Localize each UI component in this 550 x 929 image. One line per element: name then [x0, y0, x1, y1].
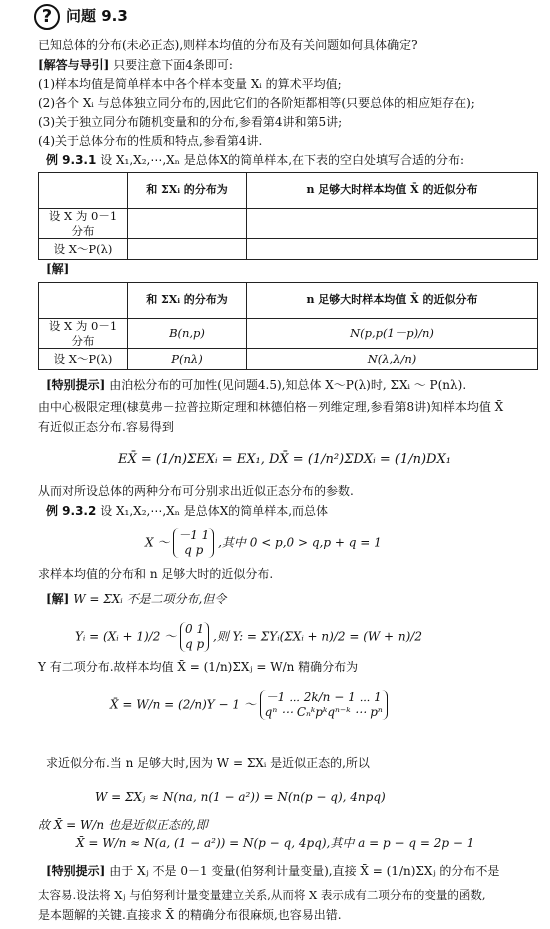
answer-cell: P(nλ): [128, 349, 247, 370]
blank-cell[interactable]: [247, 209, 538, 239]
guide-lead: 只要注意下面4条即可:: [113, 58, 233, 72]
answer-cell: B(n,p): [128, 319, 247, 349]
guide-item: (4)关于总体分布的性质和特点,参看第4讲.: [38, 134, 263, 148]
xbar-approx-formula: X̄ = W/n ≈ N(a, (1 − a²)) = N(p − q, 4pq),其中 a = p − q = 2p − 1: [76, 836, 475, 850]
solution-text: Y 有二项分布.故样本均值 X̄ = (1/n)ΣXⱼ = W/n 精确分布为: [38, 660, 359, 674]
note-2-line: [46, 864, 499, 879]
column-header: n 足够大时样本均值 X̄ 的近似分布: [247, 283, 538, 319]
row-label: 设 X～P(λ): [39, 349, 128, 370]
xbar-matrix: [260, 690, 388, 720]
formula-part: ,则 Y: = ΣYᵢ(ΣXᵢ + n)/2 = (W + n)/2: [213, 629, 422, 644]
solution-1-tag: [46, 262, 69, 277]
guide-item: (3)关于独立同分布随机变量和的分布,参看第4讲和第5讲;: [38, 115, 343, 129]
note-text: 由中心极限定理(棣莫弗－拉普拉斯定理和林德伯格－列维定理,参看第8讲)知样本均值 X̄: [38, 400, 504, 414]
note-text: 由于 Xⱼ 不是 0－1 变量(伯努利计量变量),直接 X̄ = (1/n)ΣXⱼ 的分布不是: [109, 864, 500, 878]
note-1-line: [46, 378, 466, 393]
row-label: 设 X 为 0－1 分布: [39, 209, 128, 239]
example-ask: 求样本均值的分布和 n 足够大时的近似分布.: [38, 567, 274, 581]
answer-cell: N(λ,λ/n): [247, 349, 538, 370]
note-tag: [特别提示]: [46, 864, 106, 878]
note-text: 从而对所设总体的两种分布可分别求出近似正态分布的参数.: [38, 484, 354, 498]
matrix-row: qⁿ ⋯ Cₙᵏpᵏqⁿ⁻ᵏ ⋯ pⁿ: [264, 705, 383, 719]
solution-text: W = ΣXᵢ 不是二项分布,但令: [73, 592, 227, 606]
answer-cell: N(p,p(1－p)/n): [247, 319, 538, 349]
expectation-formula: EX̄ = (1/n)ΣEXᵢ = EX₁, DX̄ = (1/n²)ΣDXᵢ = (1/n)DX₁: [118, 452, 451, 467]
w-formula: W = ΣXⱼ ≈ N(na, n(1 − a²)) = N(n(p − q), 4npq): [95, 790, 386, 804]
formula-part: X ～: [145, 535, 170, 550]
y-formula: [75, 622, 422, 652]
question-mark-icon: ?: [34, 4, 60, 30]
formula-part: Yᵢ = (Xᵢ + 1)/2 ～: [75, 629, 177, 644]
note-text: 由泊松分布的可加性(见问题4.5),知总体 X～P(λ)时, ΣXᵢ ～ P(nλ).: [109, 378, 467, 392]
note-text: 太容易.设法将 Xⱼ 与伯努利计量变量建立关系,从而将 X 表示成有二项分布的变量的函数,: [38, 888, 486, 902]
guide-tag: [解答与导引]: [38, 58, 110, 72]
page-title: 问题 9.3: [66, 7, 128, 25]
question-table: [38, 172, 538, 260]
xbar-formula: [110, 690, 388, 720]
example-text: 设 X₁,X₂,⋯,Xₙ 是总体X的简单样本,在下表的空白处填写合适的分布:: [100, 153, 465, 167]
intro-text: 已知总体的分布(未必正态),则样本均值的分布及有关问题如何具体确定?: [38, 38, 418, 52]
example-1: [46, 153, 464, 168]
guide-item: (1)样本均值是简单样本中各个样本变量 Xᵢ 的算术平均值;: [38, 77, 342, 91]
matrix-row: q p: [184, 543, 204, 557]
solution-tag: [解]: [46, 592, 70, 606]
column-header: 和 ΣXᵢ 的分布为: [128, 173, 247, 209]
formula-part: ,其中 0 < p,0 > q,p + q = 1: [218, 535, 382, 550]
formula-part: X̄ = W/n = (2/n)Y − 1 ～: [110, 697, 256, 712]
solution-text: 求近似分布.当 n 足够大时,因为 W = ΣXᵢ 是近似正态的,所以: [46, 756, 370, 770]
note-text: 有近似正态分布.容易得到: [38, 420, 174, 434]
matrix-row: 0 1: [185, 622, 205, 636]
blank-cell[interactable]: [128, 209, 247, 239]
answer-table: [38, 282, 538, 370]
table-corner: [39, 283, 128, 319]
distribution-matrix: [173, 528, 214, 558]
example-text: 设 X₁,X₂,⋯,Xₙ 是总体X的简单样本,而总体: [100, 504, 329, 518]
example-2: [46, 504, 328, 519]
matrix-row: －1 1: [178, 528, 210, 542]
note-text: 是本题解的关键.直接求 X̄ 的精确分布很麻烦,也容易出错.: [38, 908, 342, 922]
matrix-row: －1 ⋯ 2k/n − 1 ⋯ 1: [265, 690, 382, 704]
note-tag: [特别提示]: [46, 378, 106, 392]
table-corner: [39, 173, 128, 209]
solution-tag: [解]: [46, 262, 70, 276]
blank-cell[interactable]: [128, 239, 247, 260]
example-label: 例 9.3.2: [46, 504, 97, 518]
y-matrix: [180, 622, 209, 652]
guide-line: [38, 58, 233, 73]
blank-cell[interactable]: [247, 239, 538, 260]
column-header: 和 ΣXᵢ 的分布为: [128, 283, 247, 319]
row-label: 设 X 为 0－1 分布: [39, 319, 128, 349]
row-label: 设 X～P(λ): [39, 239, 128, 260]
example-label: 例 9.3.1: [46, 153, 97, 167]
column-header: n 足够大时样本均值 X̄ 的近似分布: [247, 173, 538, 209]
solution-text: 故 X̄ = W/n 也是近似正态的,即: [38, 818, 208, 832]
solution-2-line: [46, 592, 226, 607]
matrix-row: q p: [184, 637, 205, 651]
guide-item: (2)各个 Xᵢ 与总体独立同分布的,因此它们的各阶矩都相等(只要总体的相应矩存在);: [38, 96, 475, 110]
distribution-formula: [145, 528, 382, 558]
